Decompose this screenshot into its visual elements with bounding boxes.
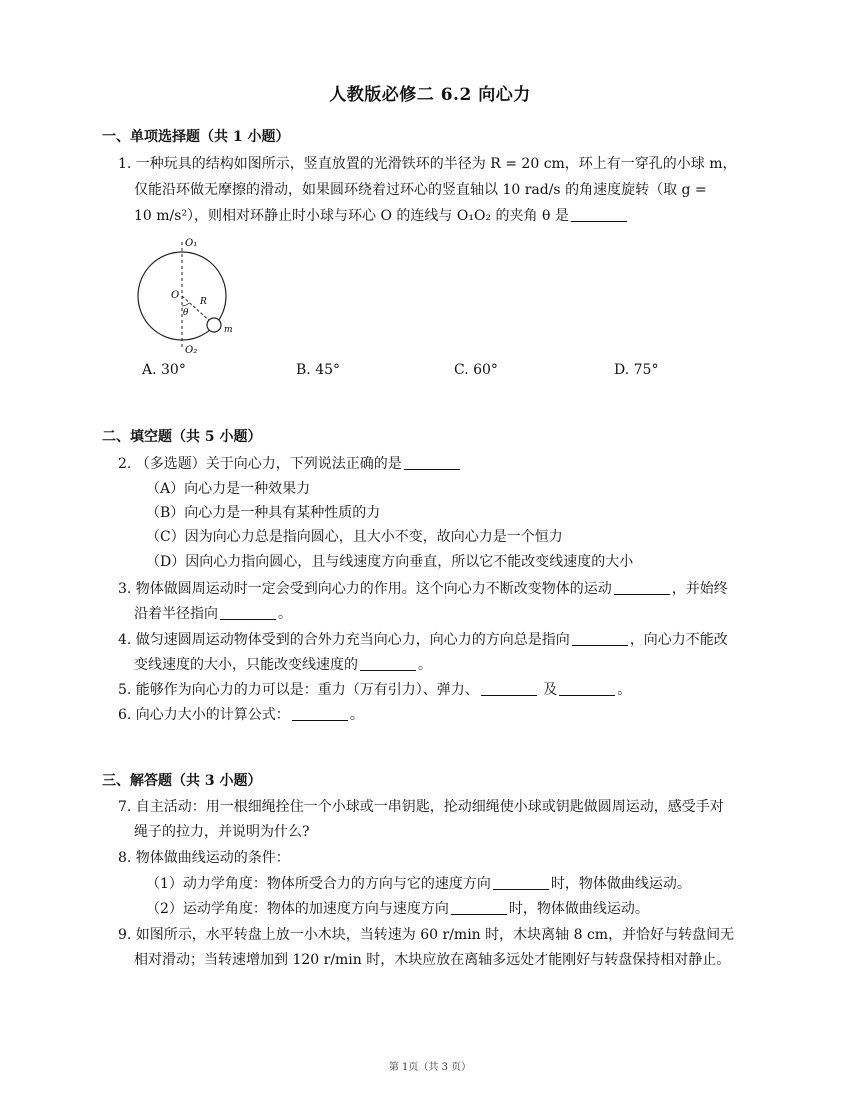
question-2-option-c: （C）因为向心力总是指向圆心，且大小不变，故向心力是一个恒力: [146, 529, 563, 545]
option-c[interactable]: C. 60°: [454, 362, 498, 378]
label-theta: θ: [183, 308, 189, 318]
question-2-option-b: （B）向心力是一种具有某种性质的力: [146, 505, 381, 521]
question-9-line-1: 9. 如图所示，水平转盘上放一小木块，当转速为 60 r/min 时，木块离轴 8 cm，并恰好与转盘间无: [118, 927, 735, 943]
question-7-line-1: 7. 自主活动：用一根细绳拴住一个小球或一串钥匙，抡动细绳使小球或钥匙做圆周运动，感受手对: [118, 799, 724, 815]
page-footer: 第 1页（共 3 页）: [388, 1062, 472, 1073]
answer-blank[interactable]: [572, 631, 628, 646]
question-8-item-1: （1）动力学角度：物体所受合力的方向与它的速度方向 时，物体做曲线运动。: [146, 876, 691, 892]
question-9-line-2: 相对滑动；当转速增加到 120 r/min 时，木块应放在离轴多远处才能刚好与转盘保持相对静止。: [134, 952, 731, 968]
question-1-line-1: 1. 一种玩具的结构如图所示，竖直放置的光滑铁环的半径为 R = 20 cm，环上有一穿孔的小球 m，: [118, 156, 737, 172]
answer-blank[interactable]: [451, 900, 507, 915]
section-heading-fill-blank: 二、填空题（共 5 小题）: [102, 429, 262, 445]
option-b[interactable]: B. 45°: [296, 362, 341, 378]
label-o2: O₂: [185, 345, 198, 356]
answer-blank[interactable]: [404, 455, 460, 470]
section-heading-answer: 三、解答题（共 3 小题）: [102, 773, 262, 789]
question-2-stem: 2. （多选题）关于向心力，下列说法正确的是: [118, 454, 462, 474]
answer-blank[interactable]: [360, 656, 416, 671]
question-2-option-d: （D）因向心力指向圆心，且与线速度方向垂直，所以它不能改变线速度的大小: [146, 554, 634, 570]
answer-blank[interactable]: [559, 681, 615, 696]
answer-blank[interactable]: [220, 605, 276, 620]
question-5: 5. 能够作为向心力的力可以是：重力（万有引力）、弹力、 及 。: [118, 682, 632, 698]
small-ball: [207, 318, 221, 332]
question-8-item-2: （2）运动学角度：物体的加速度方向与速度方向 时，物体做曲线运动。: [146, 901, 649, 917]
question-8-stem: 8. 物体做曲线运动的条件：: [118, 850, 290, 866]
answer-blank[interactable]: [571, 207, 627, 222]
option-a[interactable]: A. 30°: [142, 362, 186, 378]
label-m: m: [224, 325, 233, 335]
question-4-line-2: 变线速度的大小，只能改变线速度的 。: [134, 657, 432, 673]
question-1-line-2: 仅能沿环做无摩擦的滑动，如果圆环绕着过环心的竖直轴以 10 rad/s 的角速度旋转（取 g =: [134, 182, 707, 198]
label-o: O: [171, 290, 180, 301]
question-3-line-1: 3. 物体做圆周运动时一定会受到向心力的作用。这个向心力不断改变物体的运动 ，并始终: [118, 581, 728, 597]
answer-blank[interactable]: [614, 580, 670, 595]
option-d[interactable]: D. 75°: [614, 362, 659, 378]
angle-arc: [182, 303, 189, 306]
section-heading-single-choice: 一、单项选择题（共 1 小题）: [102, 129, 290, 145]
question-2-option-a: （A）向心力是一种效果力: [146, 481, 311, 497]
answer-blank[interactable]: [493, 875, 549, 890]
question-7-line-2: 绳子的拉力，并说明为什么?: [134, 824, 310, 840]
question-1-line-3: 10 m/s²），则相对环静止时小球与环心 O 的连线与 O₁O₂ 的夹角 θ 是: [134, 206, 629, 226]
question-6: 6. 向心力大小的计算公式： 。: [118, 707, 364, 723]
ring-figure: [130, 234, 240, 359]
answer-blank[interactable]: [481, 681, 537, 696]
label-r: R: [200, 297, 207, 307]
answer-blank[interactable]: [292, 706, 348, 721]
question-4-line-1: 4. 做匀速圆周运动物体受到的合外力充当向心力，向心力的方向总是指向 ，向心力不能改: [118, 632, 728, 648]
page-title: 人教版必修二 6.2 向心力: [329, 85, 531, 105]
question-3-line-2: 沿着半径指向 。: [134, 606, 292, 622]
label-o1: O₁: [185, 238, 198, 249]
